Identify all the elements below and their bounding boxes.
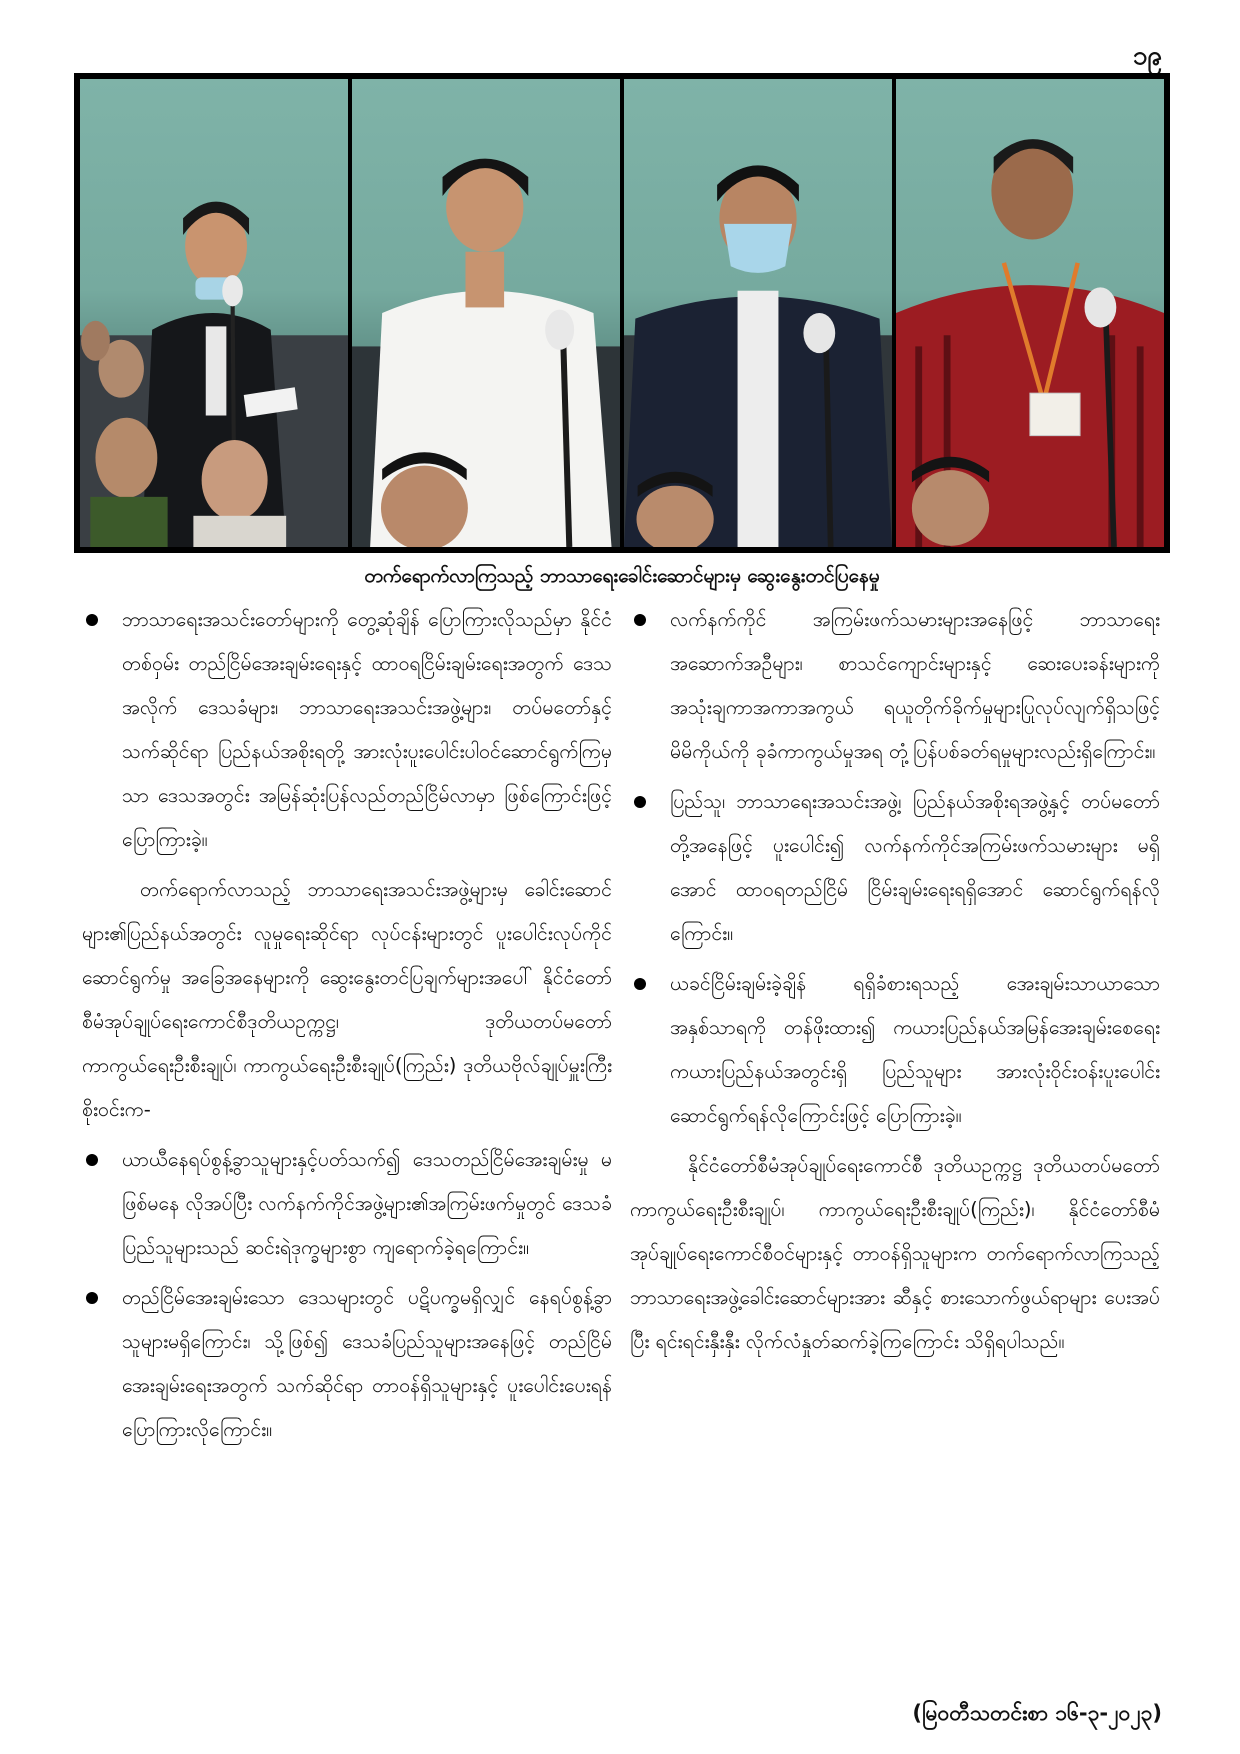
speaker-photo-1 xyxy=(80,79,348,547)
list-item xyxy=(82,1138,612,1270)
left-column xyxy=(82,598,612,1458)
bullet-icon xyxy=(634,796,646,808)
list-item-text: ပြည်သူ၊ ဘာသာရေးအသင်းအဖွဲ့၊ ပြည်နယ်အစိုးရအဖွဲ့နှင့် တပ်မတော်တို့အနေဖြင့် ပူးပေါင်း၍ လက်နက်ကိုင်အကြမ်းဖက်သမားများ မရှိအောင် ထာဝရတည်ငြိမ် ငြိမ်းချမ်းရေးရရှိအောင် ဆောင်ရွက်ရန်လိုကြောင်း။ xyxy=(670,790,1160,945)
bullet-icon xyxy=(86,614,98,626)
list-item-text: ယာယီနေရပ်စွန့်ခွာသူများနှင့်ပတ်သက်၍ ဒေသတည်ငြိမ်အေးချမ်းမှု မဖြစ်မနေ လိုအပ်ပြီး လက်နက်ကိုင်အဖွဲ့များ၏အကြမ်းဖက်မှုတွင် ဒေသခံပြည်သူများသည် ဆင်းရဲဒုက္ခများစွာ ကျရောက်ခဲ့ရကြောင်း။ xyxy=(122,1148,612,1259)
list-item xyxy=(630,780,1160,956)
source-citation: (မြဝတီသတင်းစာ ၁၆-၃-၂၀၂၃) xyxy=(912,1701,1162,1725)
body-paragraph: တက်ရောက်လာသည့် ဘာသာရေးအသင်းအဖွဲ့များမှ ခေါင်းဆောင်များ၏ပြည်နယ်အတွင်း လူမှုရေးဆိုင်ရာ လုပ်ငန်းများတွင် ပူးပေါင်းလုပ်ကိုင်ဆောင်ရွက်မှု အခြေအနေများကို ဆွေးနွေးတင်ပြချက်များအပေါ် နိုင်ငံတော်စီမံအုပ်ချုပ်ရေးကောင်စီဒုတိယဥက္ကဋ္ဌ၊ ဒုတိယတပ်မတော်ကာကွယ်ရေးဦးစီးချုပ်၊ ကာကွယ်ရေးဦးစီးချုပ်(ကြည်း) ဒုတိယဗိုလ်ချုပ်မှူးကြီး စိုးဝင်းက- xyxy=(82,878,612,1121)
list-item xyxy=(630,598,1160,774)
bullet-icon xyxy=(86,1292,98,1304)
list-item xyxy=(82,1276,612,1452)
right-column xyxy=(630,598,1160,1370)
list-item-text: ယခင်ငြိမ်းချမ်းခဲ့ချိန် ရရှိခံစားရသည့် အေးချမ်းသာယာသော အနှစ်သာရကို တန်ဖိုးထား၍ ကယားပြည်နယ်အမြန်အေးချမ်းစေရေး ကယားပြည်နယ်အတွင်းရှိ ပြည်သူများ အားလုံးဝိုင်းဝန်းပူးပေါင်းဆောင်ရွက်ရန်လိုကြောင်းဖြင့် ပြောကြားခဲ့။ xyxy=(670,972,1160,1127)
photo-strip xyxy=(74,73,1170,553)
list-item-text: ဘာသာရေးအသင်းတော်များကို တွေ့ဆုံချိန် ပြောကြားလိုသည်မှာ နိုင်ငံတစ်ဝှမ်း တည်ငြိမ်အေးချမ်းရေးနှင့် ထာဝရငြိမ်းချမ်းရေးအတွက် ဒေသအလိုက် ဒေသခံများ၊ ဘာသာရေးအသင်းအဖွဲ့များ၊ တပ်မတော်နှင့် သက်ဆိုင်ရာ ပြည်နယ်အစိုးရတို့ အားလုံးပူးပေါင်းပါဝင်ဆောင်ရွက်ကြမှသာ ဒေသအတွင်း အမြန်ဆုံးပြန်လည်တည်ငြိမ်လာမှာ ဖြစ်ကြောင်းဖြင့် ပြောကြားခဲ့။ xyxy=(122,608,612,851)
bullet-icon xyxy=(634,978,646,990)
list-item xyxy=(82,598,612,862)
list-item-text: လက်နက်ကိုင် အကြမ်းဖက်သမားများအနေဖြင့် ဘာသာရေးအဆောက်အဦများ၊ စာသင်ကျောင်းများနှင့် ဆေးပေးခန်းများကို အသုံးချကာအကာအကွယ် ရယူတိုက်ခိုက်မှုများပြုလုပ်လျက်ရှိသဖြင့် မိမိကိုယ်ကို ခုခံကာကွယ်မှုအရ တုံ့ပြန်ပစ်ခတ်ရမှုများလည်းရှိကြောင်း။ xyxy=(670,608,1160,763)
speaker-photo-3 xyxy=(624,79,892,547)
speaker-photo-2 xyxy=(352,79,620,547)
list-item-text: တည်ငြိမ်အေးချမ်းသော ဒေသများတွင် ပဋိပက္ခမရှိလျှင် နေရပ်စွန့်ခွာသူများမရှိကြောင်း၊ သို့ဖြစ်၍ ဒေသခံပြည်သူများအနေဖြင့် တည်ငြိမ်အေးချမ်းရေးအတွက် သက်ဆိုင်ရာ တာဝန်ရှိသူများနှင့် ပူးပေါင်းပေးရန် ပြောကြားလိုကြောင်း။ xyxy=(122,1286,612,1441)
bullet-icon xyxy=(634,614,646,626)
bullet-icon xyxy=(86,1154,98,1166)
page-number: ၁၉ xyxy=(1132,41,1162,71)
list-item xyxy=(630,962,1160,1138)
photo-caption: တက်ရောက်လာကြသည့် ဘာသာရေးခေါင်းဆောင်များမှ ဆွေးနွေးတင်ပြနေမှု xyxy=(364,565,880,587)
body-paragraph: နိုင်ငံတော်စီမံအုပ်ချုပ်ရေးကောင်စီ ဒုတိယဥက္ကဋ္ဌ ဒုတိယတပ်မတော်ကာကွယ်ရေးဦးစီးချုပ်၊ ကာကွယ်ရေးဦးစီးချုပ်(ကြည်း)၊ နိုင်ငံတော်စီမံအုပ်ချုပ်ရေးကောင်စီဝင်များနှင့် တာဝန်ရှိသူများက တက်ရောက်လာကြသည့် ဘာသာရေးအဖွဲ့ခေါင်းဆောင်များအား ဆီနှင့် စားသောက်ဖွယ်ရာများ ပေးအပ်ပြီး ရင်းရင်းနှီးနှီး လိုက်လံနှုတ်ဆက်ခဲ့ကြကြောင်း သိရှိရပါသည်။ xyxy=(630,1154,1160,1353)
speaker-photo-4 xyxy=(896,79,1164,547)
